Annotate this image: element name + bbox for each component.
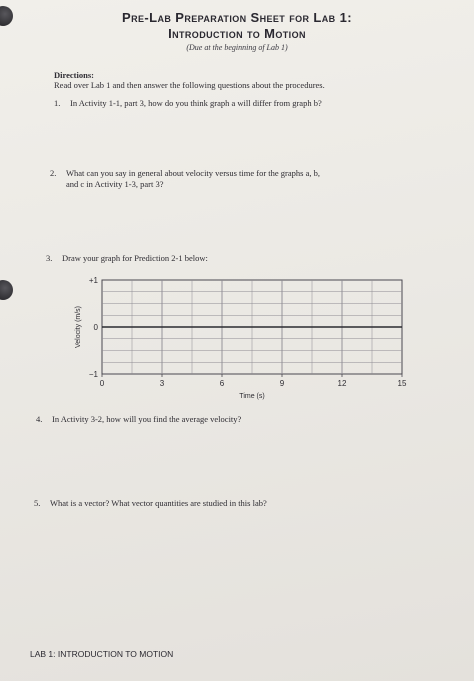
page-footer: LAB 1: INTRODUCTION TO MOTION <box>30 649 174 659</box>
question-2-text-line1: What can you say in general about velocity versus time for the graphs a, b, <box>66 168 320 178</box>
y-tick-label: 0 <box>93 323 98 332</box>
x-tick-label: 6 <box>219 379 225 388</box>
y-tick-label: +1 <box>88 276 98 285</box>
question-3-text: Draw your graph for Prediction 2-1 below: <box>62 253 208 263</box>
question-5 <box>34 498 267 509</box>
question-2-answer-space[interactable] <box>60 194 430 244</box>
question-5-number: 5. <box>34 498 41 508</box>
sheet-title-line1: Pre-Lab Preparation Sheet for Lab 1: <box>122 10 352 25</box>
question-1-text: In Activity 1-1, part 3, how do you think graph a will differ from graph b? <box>70 98 322 108</box>
question-1 <box>54 98 322 109</box>
directions-text: Read over Lab 1 and then answer the following questions about the procedures. <box>54 80 325 90</box>
due-note: (Due at the beginning of Lab 1) <box>186 43 288 52</box>
x-tick-label: 9 <box>279 379 285 388</box>
binder-hole-middle <box>0 280 13 300</box>
x-tick-label: 0 <box>99 379 105 388</box>
x-tick-label: 3 <box>159 379 165 388</box>
question-4-number: 4. <box>36 414 43 424</box>
question-1-number: 1. <box>54 98 61 108</box>
directions-label: Directions: <box>54 70 94 80</box>
y-axis-label: Velocity (m/s) <box>75 305 82 349</box>
question-5-answer-space[interactable] <box>40 514 420 634</box>
question-2-text-line2: and c in Activity 1-3, part 3? <box>66 179 164 189</box>
graph-svg[interactable] <box>60 270 420 400</box>
question-4-text: In Activity 3-2, how will you find the average velocity? <box>52 414 242 424</box>
question-2-number: 2. <box>50 168 57 178</box>
question-3 <box>46 253 208 264</box>
x-axis-label: Time (s) <box>239 393 265 400</box>
question-5-text: What is a vector? What vector quantities are studied in this lab? <box>50 498 267 508</box>
x-tick-label: 12 <box>337 379 347 388</box>
y-tick-label: −1 <box>88 370 98 379</box>
velocity-time-graph[interactable] <box>60 270 420 400</box>
sheet-title-line2: Introduction to Motion <box>168 26 306 41</box>
x-tick-label: 15 <box>397 379 407 388</box>
question-3-number: 3. <box>46 253 53 263</box>
question-1-answer-space[interactable] <box>60 112 430 162</box>
question-2 <box>50 168 320 179</box>
question-4-answer-space[interactable] <box>40 428 420 488</box>
question-4 <box>36 414 241 425</box>
